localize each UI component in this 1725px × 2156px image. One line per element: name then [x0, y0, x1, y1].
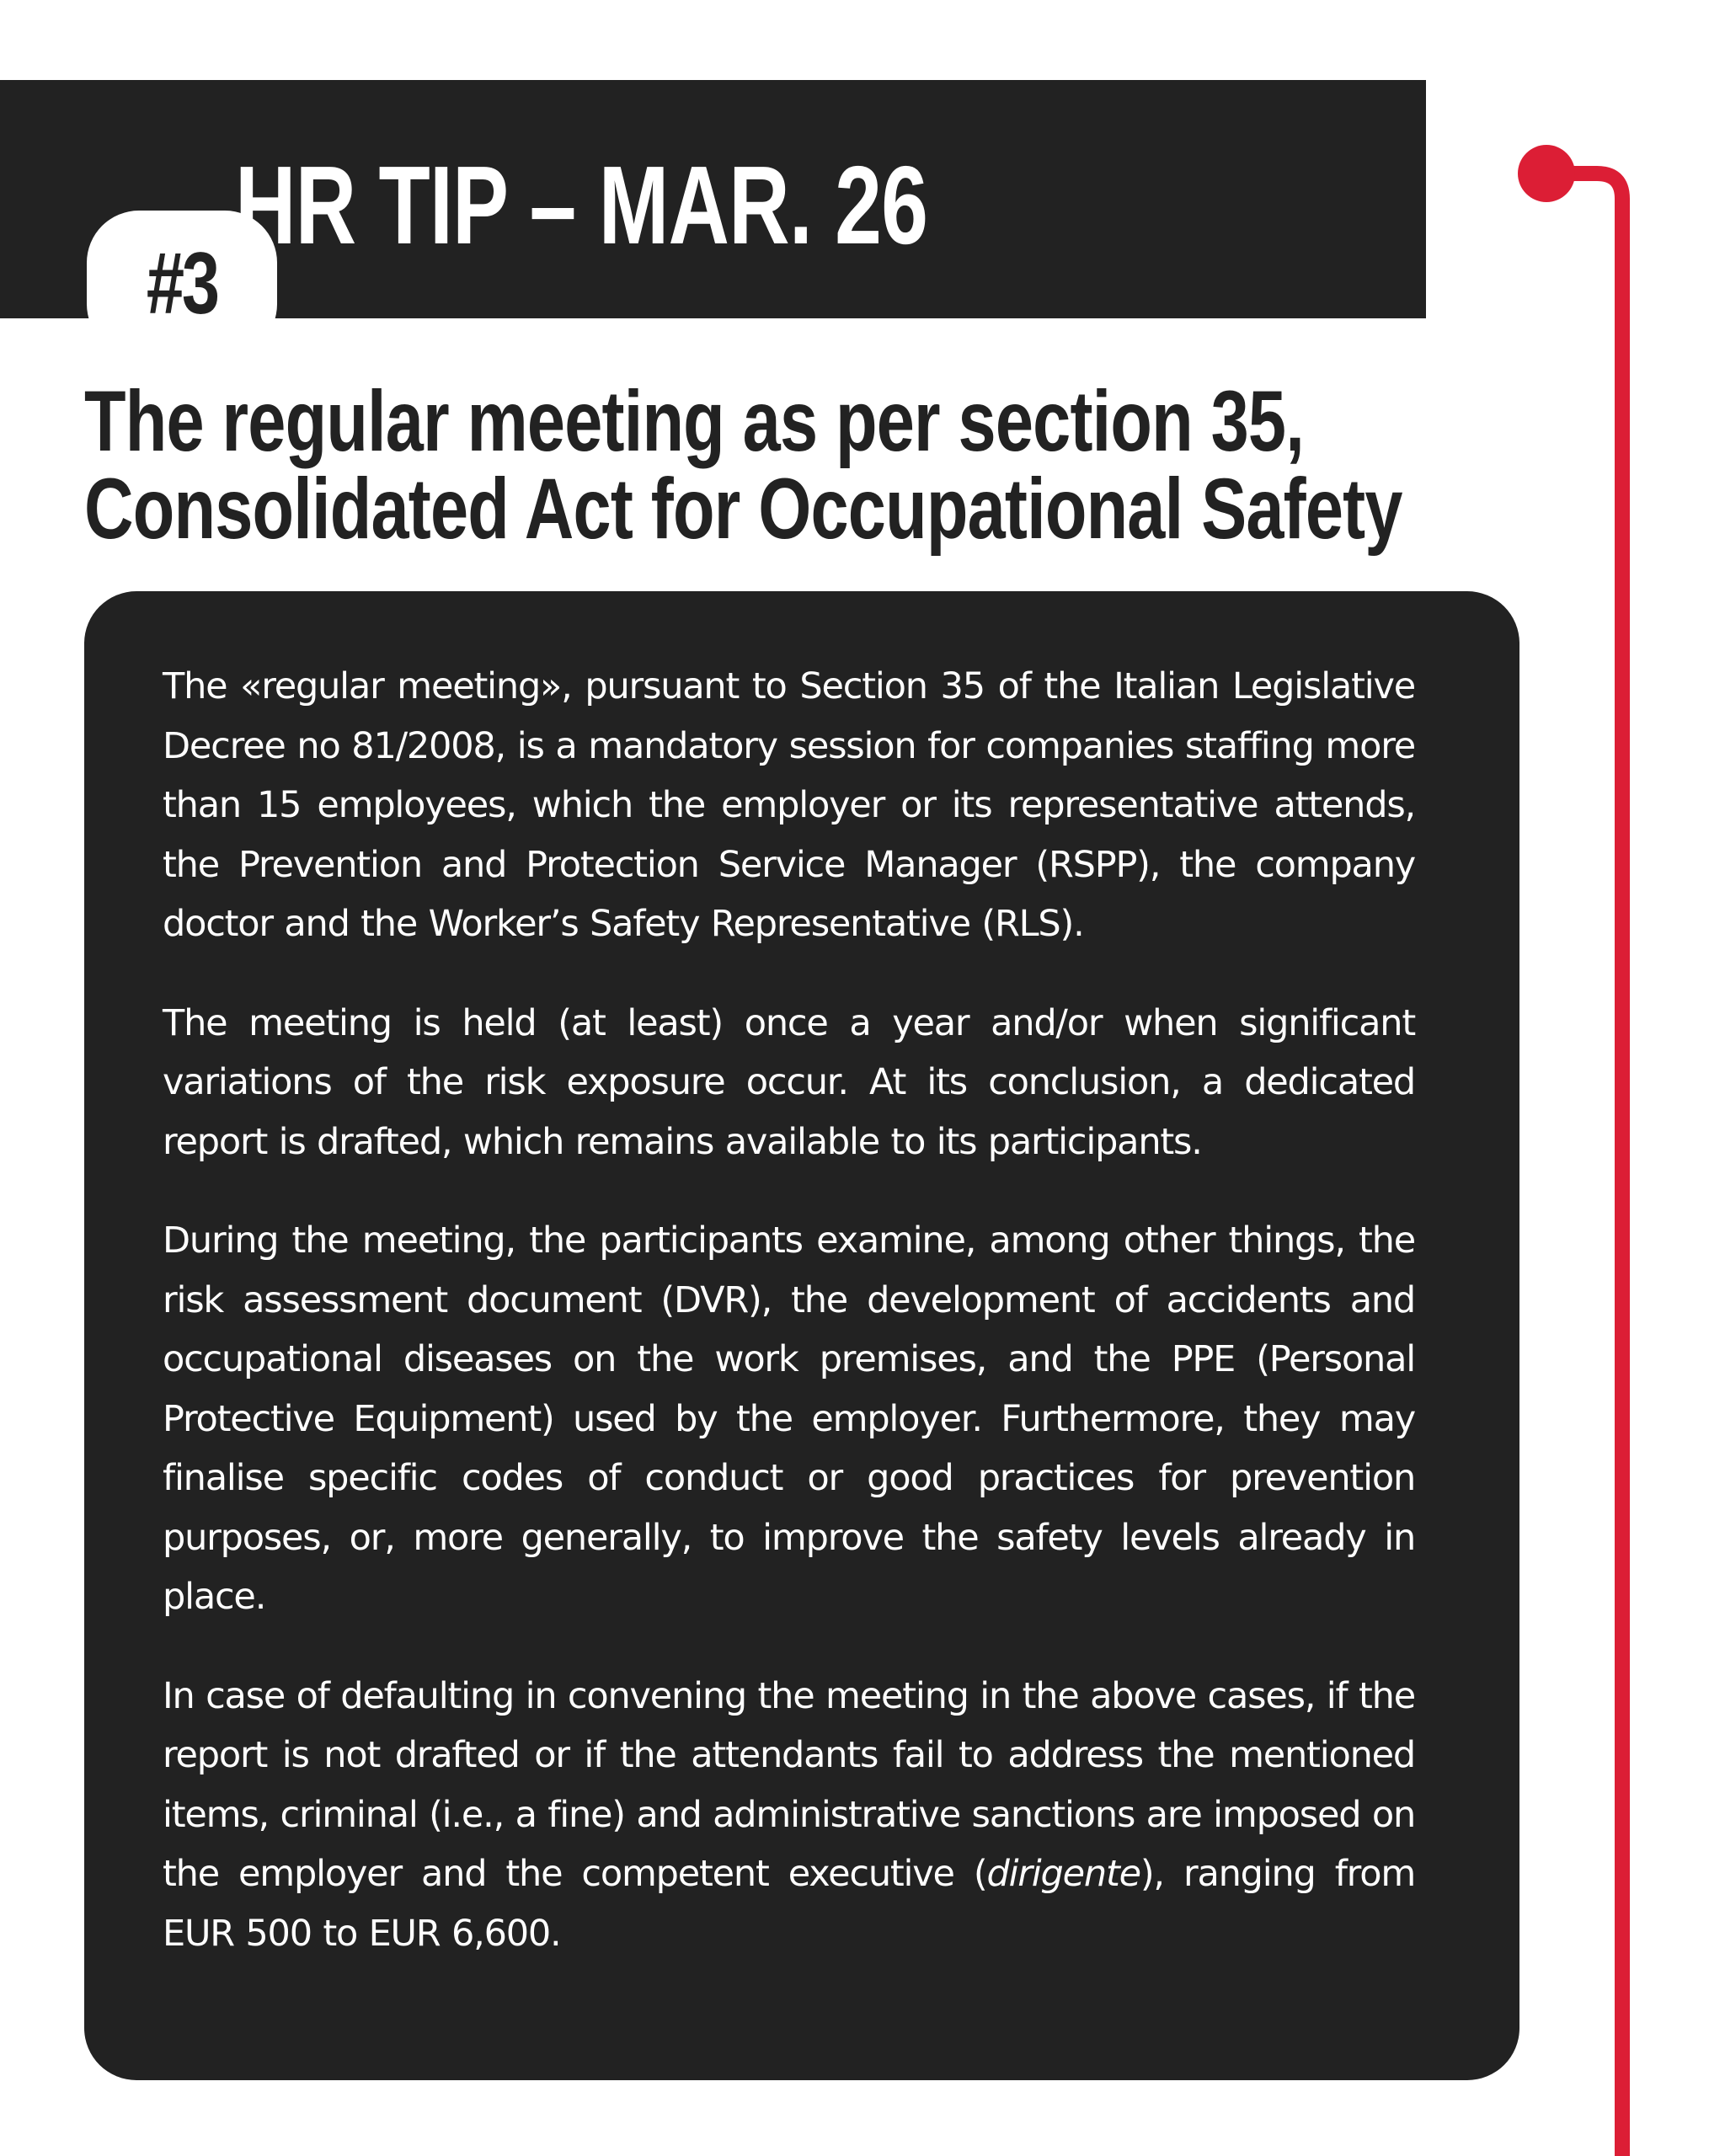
body-text	[163, 657, 1415, 2003]
timeline-dot	[1518, 145, 1575, 202]
headline	[84, 373, 1557, 557]
headline-line-2: Consolidated Act for Occupational Safety	[84, 461, 1402, 557]
paragraph-4-end: ), ranging from EUR 500 to EUR 6,600.	[163, 1853, 1416, 1955]
header-banner	[0, 80, 1426, 333]
headline-line-1: The regular meeting as per section 35,	[84, 373, 1304, 469]
paragraph-2: The meeting is held (at least) once a year and/or when significant variations of the risk exposure occur. At its conclusion, a dedicated report is drafted, which remains available to its participants.	[163, 1001, 1415, 1163]
paragraph-1: The «regular meeting», pursuant to Section 35 of the Italian Legislative Decree no 81/2008, is a mandatory session for companies staffing more than 15 employees, which the employer or its representative attends, the Prevention and Protection Service Manager (RSPP), the company doctor and the Worker’s Safety Representative (RLS).	[163, 665, 1415, 945]
paragraph-4-open-paren: (	[973, 1853, 987, 1895]
italic-term: dirigente	[986, 1853, 1140, 1895]
banner-title: HR TIP – MAR. 26	[235, 143, 928, 267]
paragraph-3: During the meeting, the participants examine, among other things, the risk assessment document (DVR), the development of accidents and occupational diseases on the work premises, and the PPE (Personal Protective Equipment) used by the employer. Furthermore, they may finalise specific codes of conduct or good practices for prevention purposes, or, more generally, to improve the safety levels already in place.	[163, 1219, 1415, 1618]
tip-number: #3	[147, 234, 217, 333]
paragraph-4-text: In case of defaulting in convening the meeting in the above cases, if the report is not drafted or if the attendants fail to address the mentioned items, criminal (i.e., a fine) and administrative sanctions are imposed on the employer and the competent executive	[163, 1674, 1415, 1895]
paragraph-4	[163, 1667, 1415, 1964]
timeline-line	[1546, 173, 1622, 2156]
